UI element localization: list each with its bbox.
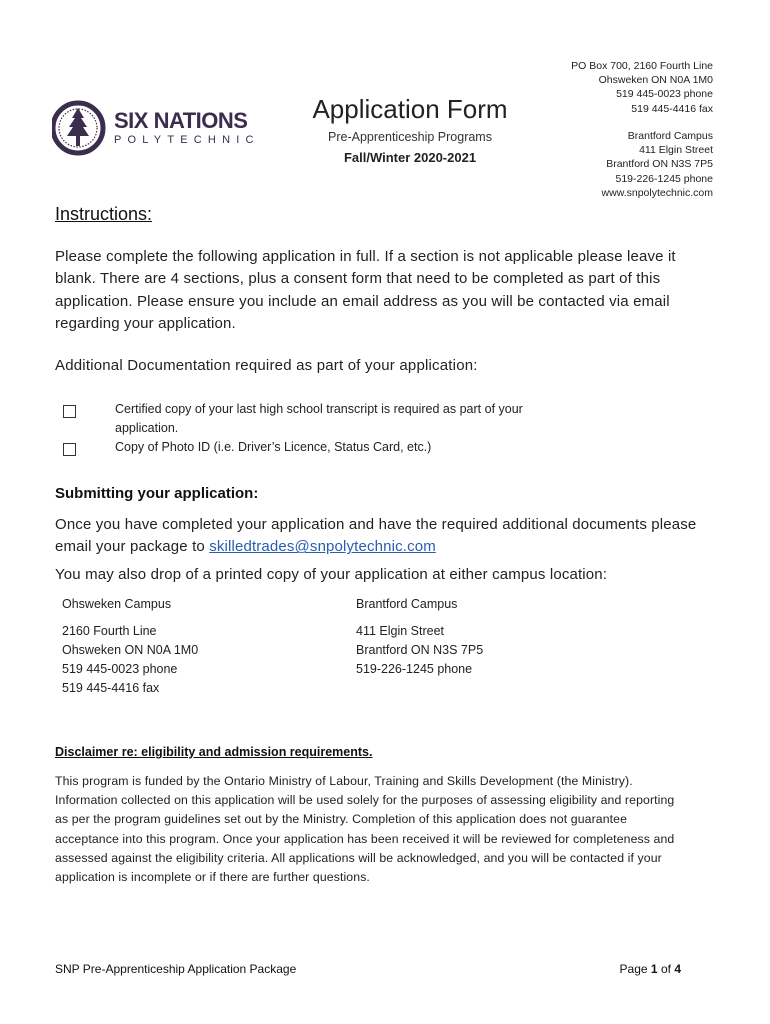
disclaimer-heading: Disclaimer re: eligibility and admission requirements.: [55, 745, 373, 759]
website-link[interactable]: www.snpolytechnic.com: [601, 186, 713, 199]
campus-address-line: Ohsweken ON N0A 1M0: [62, 643, 199, 657]
disclaimer-paragraph: This program is funded by the Ontario Ministry of Labour, Training and Skills Development (the Ministry). Information collected on this application will be used solely for the purposes of assessing eligibility and reporting as per the program guidelines set out by the Ministry. Completion of this application does not guarantee acceptance into this program. Once your application has been received it will be reviewed for completeness and assessed against the eligibility criteria. All applications will be acknowledged, and you will be contacted if your application is incomplete or if there are further questions.: [55, 774, 675, 885]
address-line: 519 445-4416 fax: [631, 102, 713, 115]
of-word: of: [660, 962, 671, 976]
instructions-paragraph: Please complete the following application in full. If a section is not applicable please leave it blank. There are 4 sections, plus a consent form that need to be completed as part of this application. Please ensure you include an email address as you will be contacted via email regarding your application.: [55, 248, 676, 333]
logo-subtitle: POLYTECHNIC: [114, 134, 260, 146]
ohsweken-address-block: [571, 59, 713, 116]
page-title: Application Form: [312, 94, 508, 124]
campus-address-line: 519 445-4416 fax: [62, 681, 160, 695]
page-word: Page: [619, 962, 648, 976]
transcript-checkbox[interactable]: [63, 405, 76, 418]
campus-address-line: 411 Elgin Street: [356, 624, 445, 638]
address-line: Brantford ON N3S 7P5: [606, 158, 713, 171]
address-line: 411 Elgin Street: [639, 144, 713, 157]
address-line: 519-226-1245 phone: [615, 172, 713, 185]
submitting-text: Once you have completed your application and have the required additional documents please email your package to: [55, 516, 697, 556]
page-subtitle: Pre-Apprenticeship Programs: [328, 130, 492, 144]
ohsweken-campus-address: [62, 622, 198, 698]
page-current: 1: [650, 962, 658, 976]
logo-wordmark: SIX NATIONS: [114, 108, 248, 133]
requirement-photo-id: Copy of Photo ID (i.e. Driver’s Licence, Status Card, etc.): [115, 440, 432, 454]
brantford-campus-name: Brantford Campus: [356, 597, 458, 611]
page-total: 4: [674, 962, 681, 976]
brantford-address-block: [602, 129, 713, 200]
email-link[interactable]: skilledtrades@snpolytechnic.com: [209, 538, 436, 556]
drop-off-text: You may also drop of a printed copy of your application at either campus location:: [55, 566, 608, 583]
additional-docs-heading: Additional Documentation required as part of your application:: [55, 357, 478, 374]
campus-address-line: 2160 Fourth Line: [62, 624, 157, 638]
campus-address-line: Brantford ON N3S 7P5: [356, 643, 484, 657]
address-line: 519 445-0023 phone: [616, 88, 713, 101]
ohsweken-campus-name: Ohsweken Campus: [62, 597, 172, 611]
submitting-heading: Submitting your application:: [55, 485, 259, 502]
brantford-campus-address: [356, 622, 483, 679]
instructions-heading: Instructions:: [55, 204, 153, 224]
tree-seal-icon: [52, 96, 108, 160]
address-line: Brantford Campus: [627, 130, 713, 142]
term-label: Fall/Winter 2020-2021: [343, 150, 477, 165]
requirement-transcript: Certified copy of your last high school transcript is required as part of your application.: [115, 402, 523, 435]
photo-id-checkbox[interactable]: [63, 443, 76, 456]
campus-address-line: 519 445-0023 phone: [62, 662, 178, 676]
footer-page-number: [620, 962, 681, 976]
submitting-paragraph: [55, 514, 705, 559]
address-line: Ohsweken ON N0A 1M0: [598, 74, 713, 87]
address-line: PO Box 700, 2160 Fourth Line: [571, 60, 713, 72]
campus-address-line: 519-226-1245 phone: [356, 662, 473, 676]
footer-document-title: SNP Pre-Apprenticeship Application Package: [55, 962, 297, 976]
